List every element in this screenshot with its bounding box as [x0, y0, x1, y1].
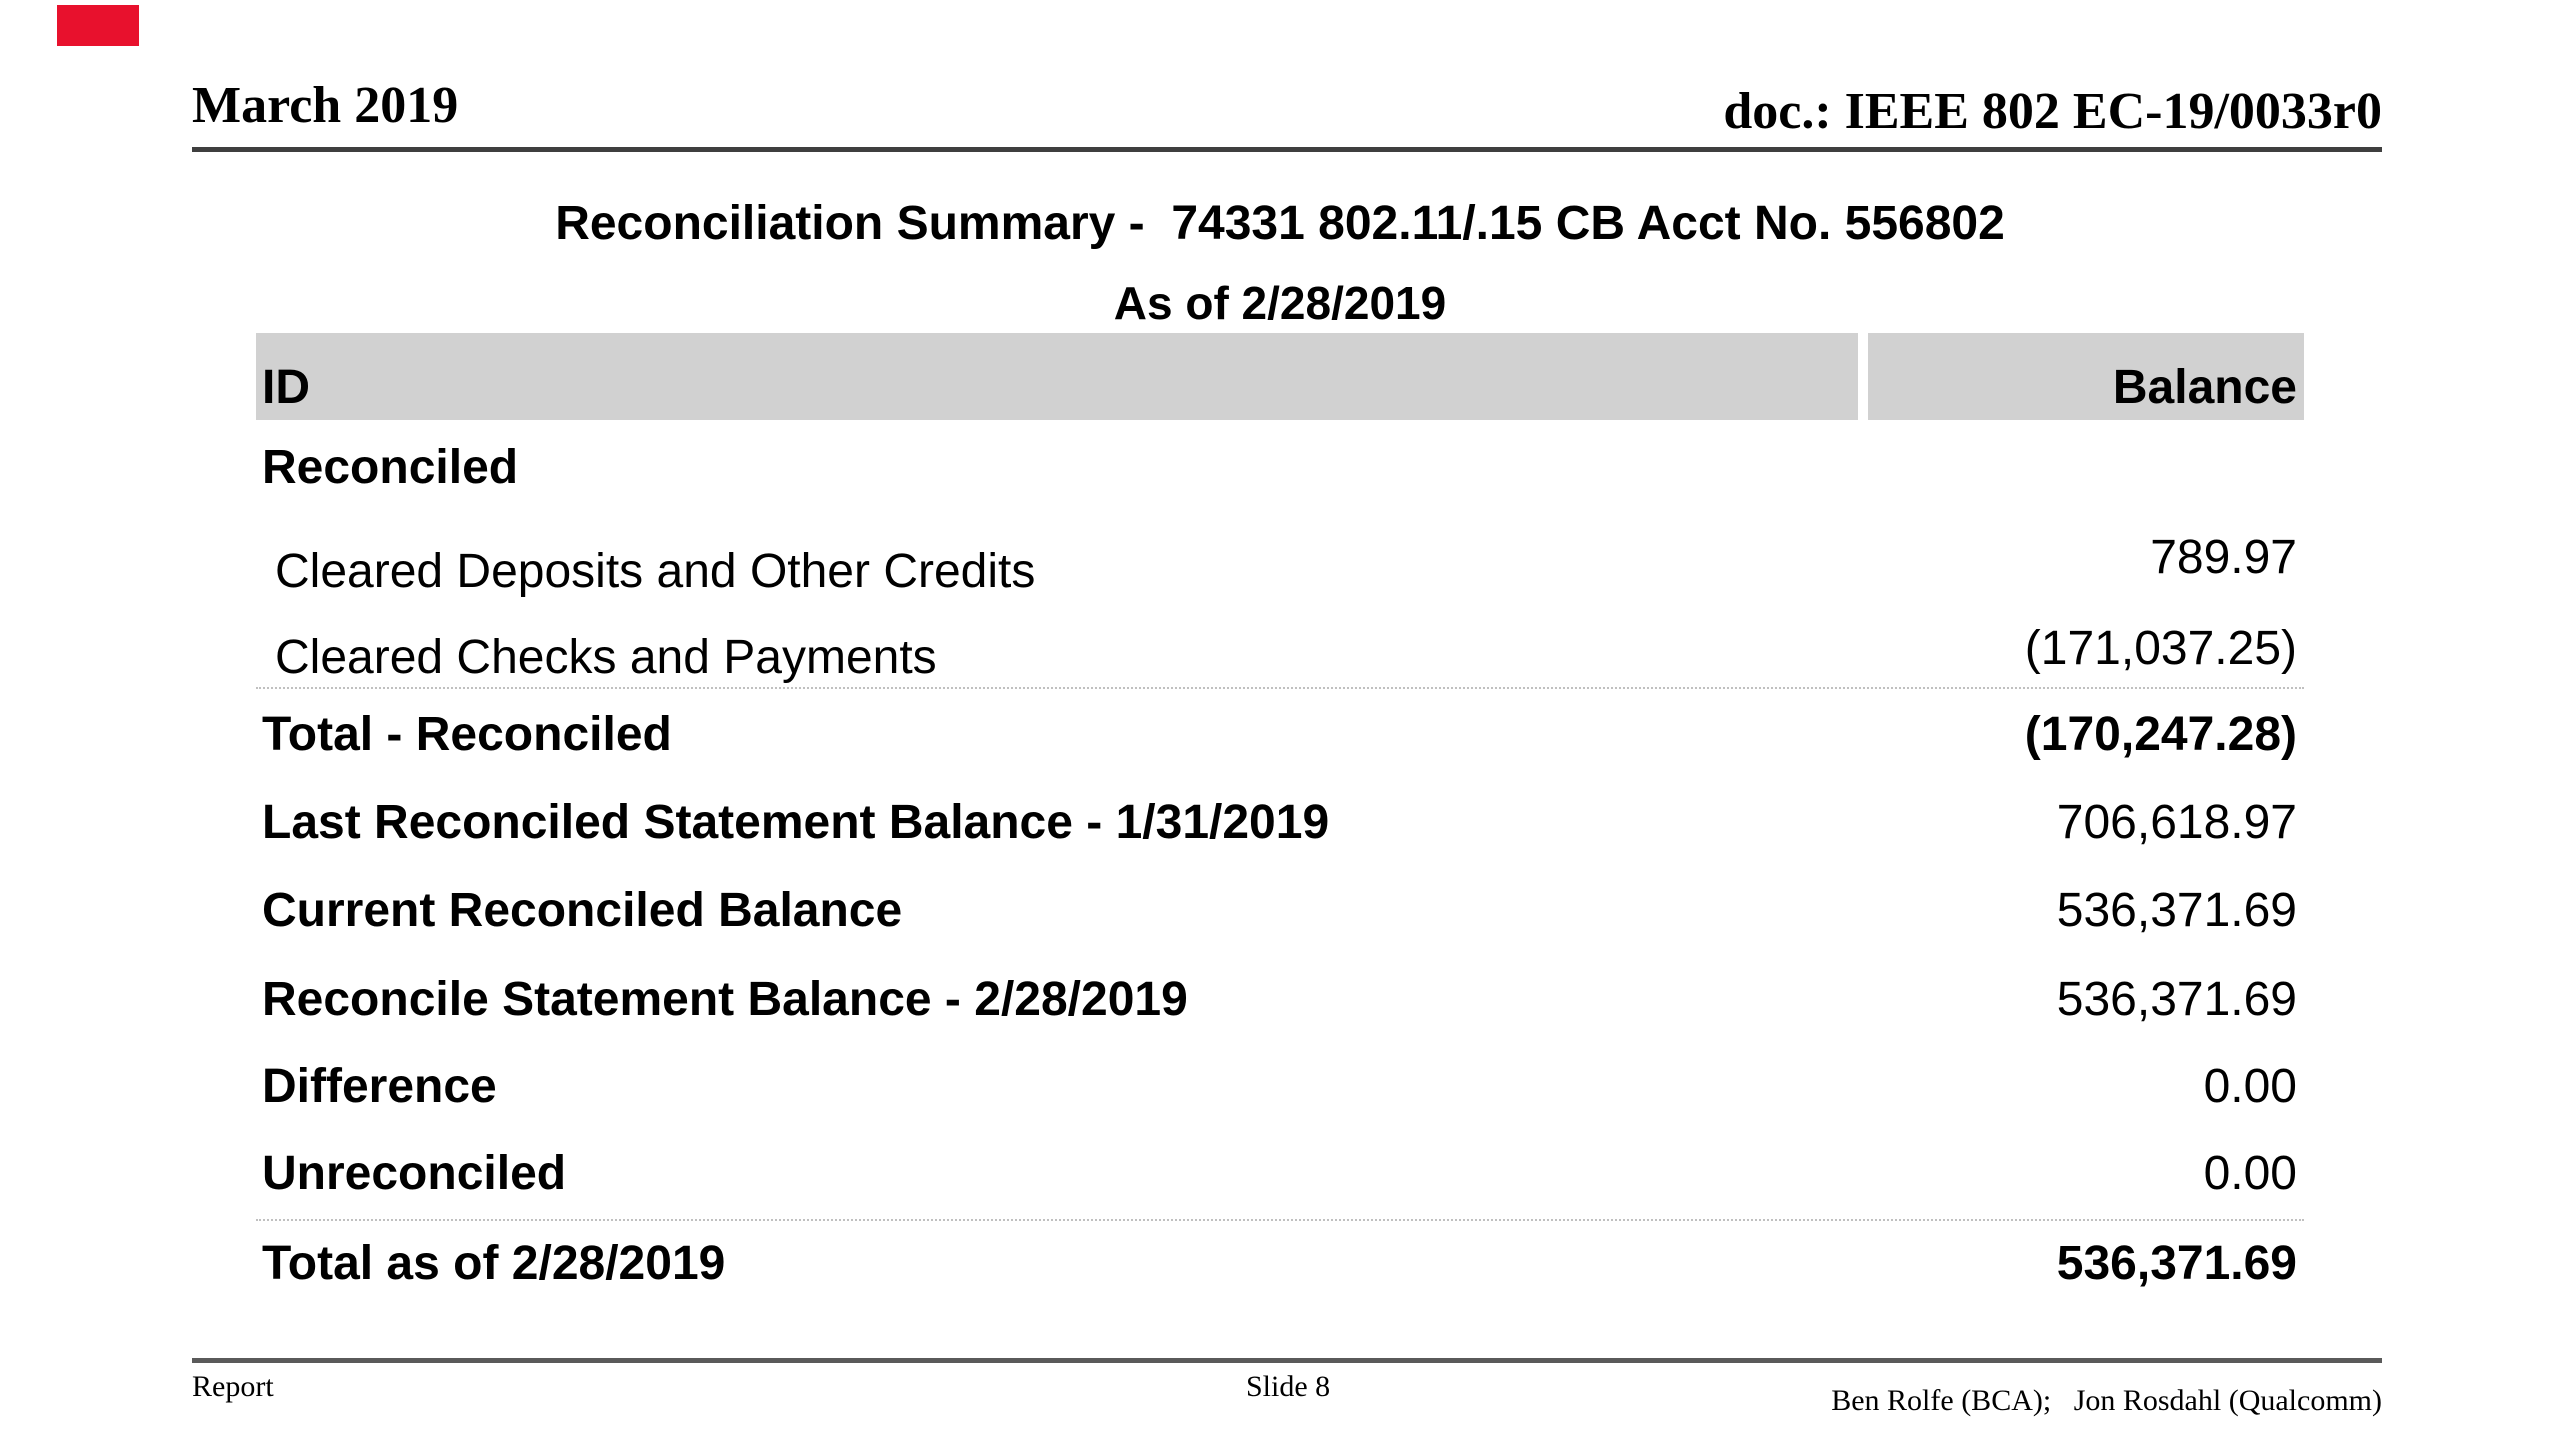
- row-label: Total - Reconciled: [262, 708, 672, 761]
- report-subtitle: As of 2/28/2019: [1113, 277, 1447, 329]
- row-label: Difference: [262, 1060, 497, 1113]
- table-row-cleared-deposits: [256, 528, 2304, 616]
- red-marker: [57, 5, 139, 46]
- header-doc-number: doc.: IEEE 802 EC-19/0033r0: [1723, 83, 2382, 140]
- column-divider: [1858, 333, 1868, 420]
- table-row-total-as-of: [256, 1220, 2304, 1308]
- row-label: Total as of 2/28/2019: [262, 1237, 726, 1290]
- table-row-difference: [256, 1043, 2304, 1131]
- row-value: 789.97: [2150, 531, 2297, 584]
- row-value: (170,247.28): [2024, 708, 2297, 761]
- column-header-balance: Balance: [1868, 333, 2304, 420]
- report-title: Reconciliation Summary - 74331 802.11/.15 CB Acct No. 556802: [555, 197, 2005, 250]
- table-row-total-reconciled: [256, 691, 2304, 779]
- table-header-row: [256, 333, 2304, 420]
- row-value: 536,371.69: [2056, 973, 2297, 1026]
- row-value: 0.00: [2203, 1147, 2297, 1200]
- header-date: March 2019: [192, 77, 459, 134]
- row-label: Cleared Deposits and Other Credits: [275, 545, 1036, 598]
- row-value: 536,371.69: [2056, 1237, 2297, 1290]
- footer-slide-number: Slide 8: [1246, 1370, 1331, 1403]
- row-label: Current Reconciled Balance: [262, 884, 903, 937]
- header-rule: [192, 147, 2382, 152]
- row-label: Cleared Checks and Payments: [275, 631, 937, 684]
- table-row-reconciled: [256, 424, 2304, 512]
- table-row-current-reconciled-balance: [256, 867, 2304, 955]
- dotted-separator: [256, 687, 2304, 689]
- row-label: Unreconciled: [262, 1147, 567, 1200]
- row-label: Reconcile Statement Balance - 2/28/2019: [262, 973, 1188, 1026]
- row-value: (171,037.25): [2024, 622, 2297, 675]
- footer-authors: Ben Rolfe (BCA); Jon Rosdahl (Qualcomm): [1831, 1384, 2382, 1417]
- row-value: 536,371.69: [2056, 884, 2297, 937]
- table-row-unreconciled: [256, 1130, 2304, 1218]
- row-value: 706,618.97: [2056, 796, 2297, 849]
- table-row-last-reconciled-balance: [256, 779, 2304, 867]
- table-row-reconcile-statement-balance: [256, 956, 2304, 1044]
- footer-rule: [192, 1358, 2382, 1363]
- row-value: 0.00: [2203, 1060, 2297, 1113]
- row-label: Reconciled: [262, 441, 519, 494]
- column-header-id: ID: [256, 333, 1858, 420]
- footer-report-label: Report: [192, 1370, 274, 1403]
- row-label: Last Reconciled Statement Balance - 1/31/2019: [262, 796, 1330, 849]
